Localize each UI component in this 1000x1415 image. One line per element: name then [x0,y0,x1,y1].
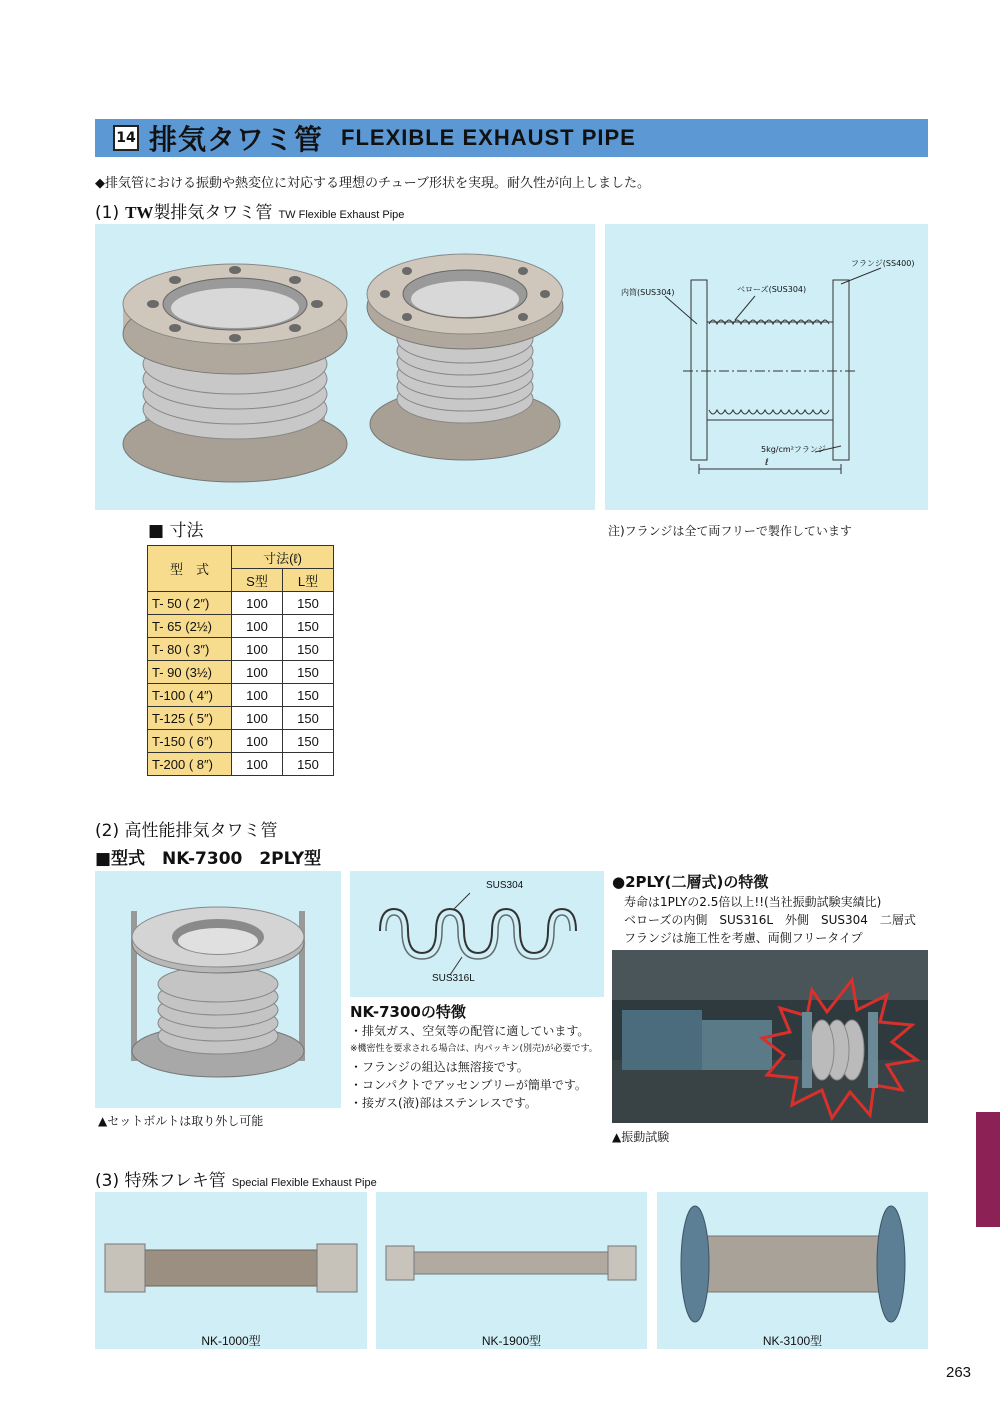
label-flange-bottom: 5kg/cm²フランジ [761,445,826,454]
header-l-type: L型 [283,569,334,592]
header-model: 型 式 [148,546,232,592]
label-bellows: ベローズ(SUS304) [737,285,807,294]
s-cell: 100 [232,615,283,638]
model-cell: T-100 ( 4″) [148,684,232,707]
ply-features [624,893,916,947]
section-number-badge: 14 [113,125,139,151]
section2-model: ■型式 NK-7300 2PLY型 [95,849,322,869]
s-cell: 100 [232,638,283,661]
page-title-english: FLEXIBLE EXHAUST PIPE [341,125,636,150]
nk1000-label: NK-1000型 [201,1334,261,1348]
section1-title: 製排気タワミ管 [153,203,273,223]
tw-pipe-illustration [95,224,595,510]
feature-note: ※機密性を要求される場合は、内パッキン(別売)が必要です。 [350,1044,598,1054]
nk3100-photo [657,1192,928,1349]
section3-title-english: Special Flexible Exhaust Pipe [231,1177,377,1189]
section1-title-english: TW Flexible Exhaust Pipe [278,209,405,221]
table-row [148,730,334,753]
feature-item: ・排気ガス、空気等の配管に適しています。 [350,1024,590,1038]
tw-logo: TW [125,203,154,222]
side-tab [976,1112,1000,1227]
model-cell: T- 80 ( 3″) [148,638,232,661]
pipe-left [123,264,347,482]
section1-heading [95,198,404,223]
label-flange: フランジ(SS400) [851,259,915,268]
vibration-test-illustration [612,950,928,1123]
l-cell: 150 [283,753,334,776]
s-cell: 100 [232,730,283,753]
feature-item: ・接ガス(液)部はステンレスです。 [350,1096,537,1110]
nk7300-features-title: NK-7300の特徴 [350,1003,466,1021]
pipe-right [367,254,563,460]
nk7300-illustration [95,871,341,1108]
nk1000-photo [95,1192,367,1349]
dimension-table [147,545,334,776]
nk3100-illustration [657,1192,928,1332]
s-cell: 100 [232,592,283,615]
model-cell: T- 90 (3½) [148,661,232,684]
label-length: ℓ [765,458,769,468]
l-cell: 150 [283,592,334,615]
model-cell: T-150 ( 6″) [148,730,232,753]
table-row [148,638,334,661]
nk3100-label: NK-3100型 [762,1334,823,1348]
s-cell: 100 [232,753,283,776]
table-row [148,707,334,730]
nk1900-illustration [376,1192,647,1332]
nk1900-photo [376,1192,647,1349]
s-cell: 100 [232,661,283,684]
tw-pipe-diagram [605,224,928,510]
title-bar [95,119,928,157]
label-sus316l: SUS316L [432,973,475,984]
label-sus304: SUS304 [486,880,524,891]
nk1900-label: NK-1900型 [481,1334,542,1348]
table-row [148,753,334,776]
l-cell: 150 [283,638,334,661]
tw-pipe-photo [95,224,595,510]
vibration-test-caption: ▲振動試験 [612,1130,670,1144]
ply-line: ベローズの内側 SUS316L 外側 SUS304 二層式 [624,913,916,927]
model-cell: T-125 ( 5″) [148,707,232,730]
bellows-diagram [350,871,604,997]
nk7300-photo [95,871,341,1108]
nk1000-illustration [95,1192,367,1332]
l-cell: 150 [283,684,334,707]
l-cell: 150 [283,730,334,753]
table-row [148,684,334,707]
table-row [148,592,334,615]
header-dimension: 寸法(ℓ) [232,546,334,569]
table-row [148,615,334,638]
page-title: 排気タワミ管 [149,123,324,156]
label-inner-tube: 内筒(SUS304) [621,288,675,297]
bellows-cross-section [350,871,604,997]
section2-heading: (2) 高性能排気タワミ管 [95,821,278,841]
table-row [148,661,334,684]
model-cell: T- 50 ( 2″) [148,592,232,615]
section3-heading [95,1166,377,1191]
header-s-type: S型 [232,569,283,592]
dimension-heading: ■ 寸法 [148,521,204,541]
section3-title: (3) 特殊フレキ管 [95,1171,226,1191]
page-number: 263 [946,1364,972,1381]
intro-text: ◆排気管における振動や熱変位に対応する理想のチューブ形状を実現。耐久性が向上しました。 [95,176,650,191]
nk7300-photo-caption: ▲セットボルトは取り外し可能 [98,1114,264,1128]
model-cell: T- 65 (2½) [148,615,232,638]
s-cell: 100 [232,684,283,707]
l-cell: 150 [283,661,334,684]
flange-note: 注)フランジは全て両フリーで製作しています [608,524,852,538]
table-header-row-1 [148,546,334,569]
l-cell: 150 [283,707,334,730]
s-cell: 100 [232,707,283,730]
feature-item: ・コンパクトでアッセンブリーが簡単です。 [350,1078,587,1092]
section1-number: (1) [95,203,120,223]
l-cell: 150 [283,615,334,638]
ply-features-title: ●2PLY(二層式)の特徴 [612,873,769,891]
model-cell: T-200 ( 8″) [148,753,232,776]
feature-item: ・フランジの組込は無溶接です。 [350,1060,529,1074]
ply-line: フランジは施工性を考慮、両側フリータイプ [624,931,863,945]
nk7300-features [350,1022,598,1112]
ply-line: 寿命は1PLYの2.5倍以上!!(当社振動試験実績比) [624,895,882,909]
vibration-test-photo [612,950,928,1123]
